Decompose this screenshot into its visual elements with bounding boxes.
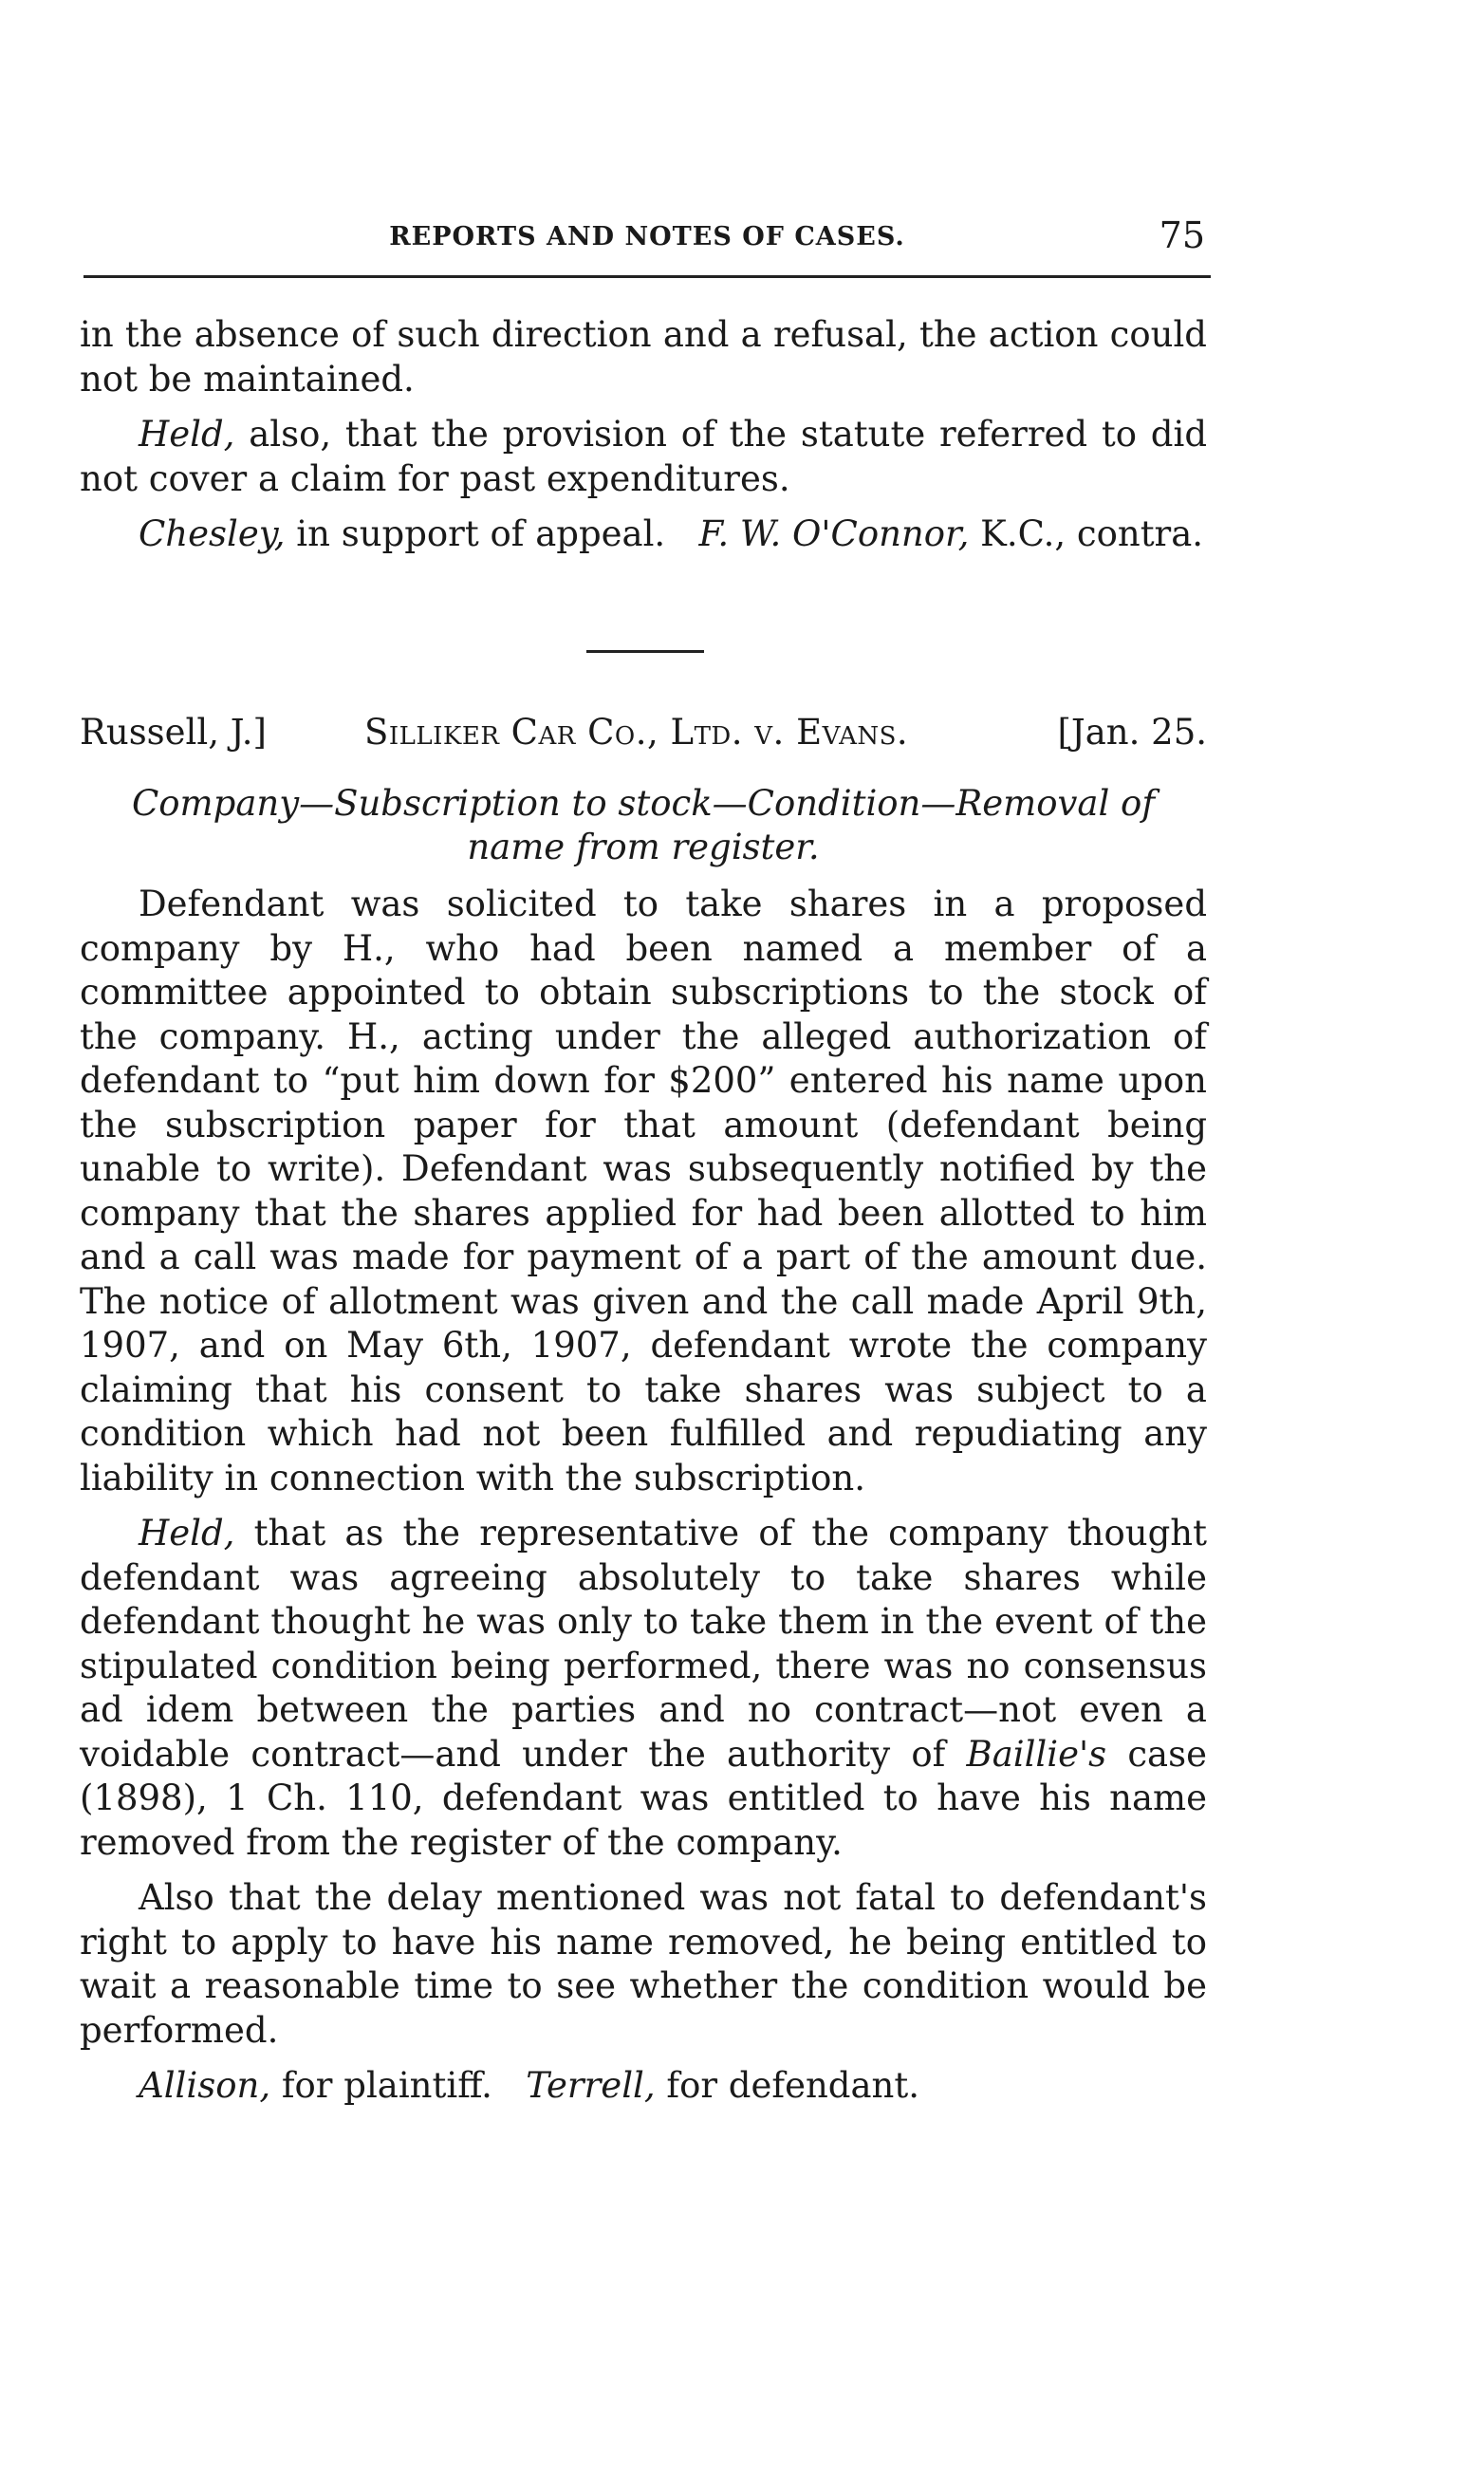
case-title: Silliker Car Co., Ltd. v. Evans. (364, 712, 909, 753)
case-headnote: Company—Subscription to stock—Condition—Removal of name from register. (131, 783, 1156, 867)
case-reference: Baillie's (966, 1733, 1107, 1775)
case-heading (80, 712, 1207, 759)
page-number: 75 (1159, 214, 1205, 256)
prior-case-counsel (80, 512, 1207, 557)
held-text: that as the representative of the company thought defendant was agreeing absolutely to take shares while defendant thought he was only to take them in the event of the stipulated condition being performed, there was no consensus ad idem between the parties and no contract—not even a voidable contract—and under the authority of (80, 1513, 1207, 1775)
case-date: [Jan. 25. (1057, 712, 1207, 753)
held-text: case (1898), 1 Ch. 110, defendant was entitled to have his name removed from the register of the company. (80, 1733, 1207, 1863)
counsel-name: F. W. O'Connor, (698, 513, 970, 554)
counsel-text: in support of appeal. (285, 513, 699, 554)
case-held-also: Also that the delay mentioned was not fatal to defendant's right to apply to have his name removed, he being entitled to wait a reasonable time to see whether the condition would be performed. (80, 1877, 1207, 2051)
counsel-text: K.C., contra. (969, 513, 1204, 554)
counsel-name: Allison, (139, 2065, 271, 2106)
case-held (80, 1512, 1207, 1865)
counsel-text: for plaintiff. (270, 2065, 527, 2106)
running-title: REPORTS AND NOTES OF CASES. (389, 222, 905, 251)
counsel-text: for defendant. (655, 2065, 920, 2106)
counsel-name: Chesley, (139, 513, 286, 554)
case-judge: Russell, J.] (80, 712, 267, 753)
header-rule (83, 275, 1211, 278)
prior-case-held (80, 413, 1207, 501)
case-facts: Defendant was solicited to take shares in a proposed company by H., who had been named a member of a committee appointed to obtain subscriptions to the stock of the company. H., acting under the alleged authorization of defendant to “put him down for $200” entered his name upon the subscription paper for that amount (defendant being unable to write). Defendant was subsequently notified by the company that the shares applied for had been allotted to him and a call was made for payment of a part of the amount due. The notice of allotment was given and the call made April 9th, 1907, and on May 6th, 1907, defendant wrote the company claiming that his consent to take shares was subject to a condition which had not been fulfilled and repudiating any liability in connection with the subscription. (80, 884, 1207, 1498)
prior-case-text (80, 313, 1207, 557)
held-label: Held, (139, 414, 235, 455)
held-label: Held, (139, 1513, 235, 1554)
case-counsel (80, 2064, 1207, 2109)
counsel-name: Terrell, (526, 2065, 656, 2106)
running-head (83, 207, 1211, 264)
prior-case-paragraph: in the absence of such direction and a refusal, the action could not be maintained. (80, 314, 1207, 400)
held-text: also, that the provision of the statute referred to did not cover a claim for past expenditures. (80, 414, 1207, 499)
case-body (80, 883, 1207, 2109)
case-separator (586, 650, 704, 653)
